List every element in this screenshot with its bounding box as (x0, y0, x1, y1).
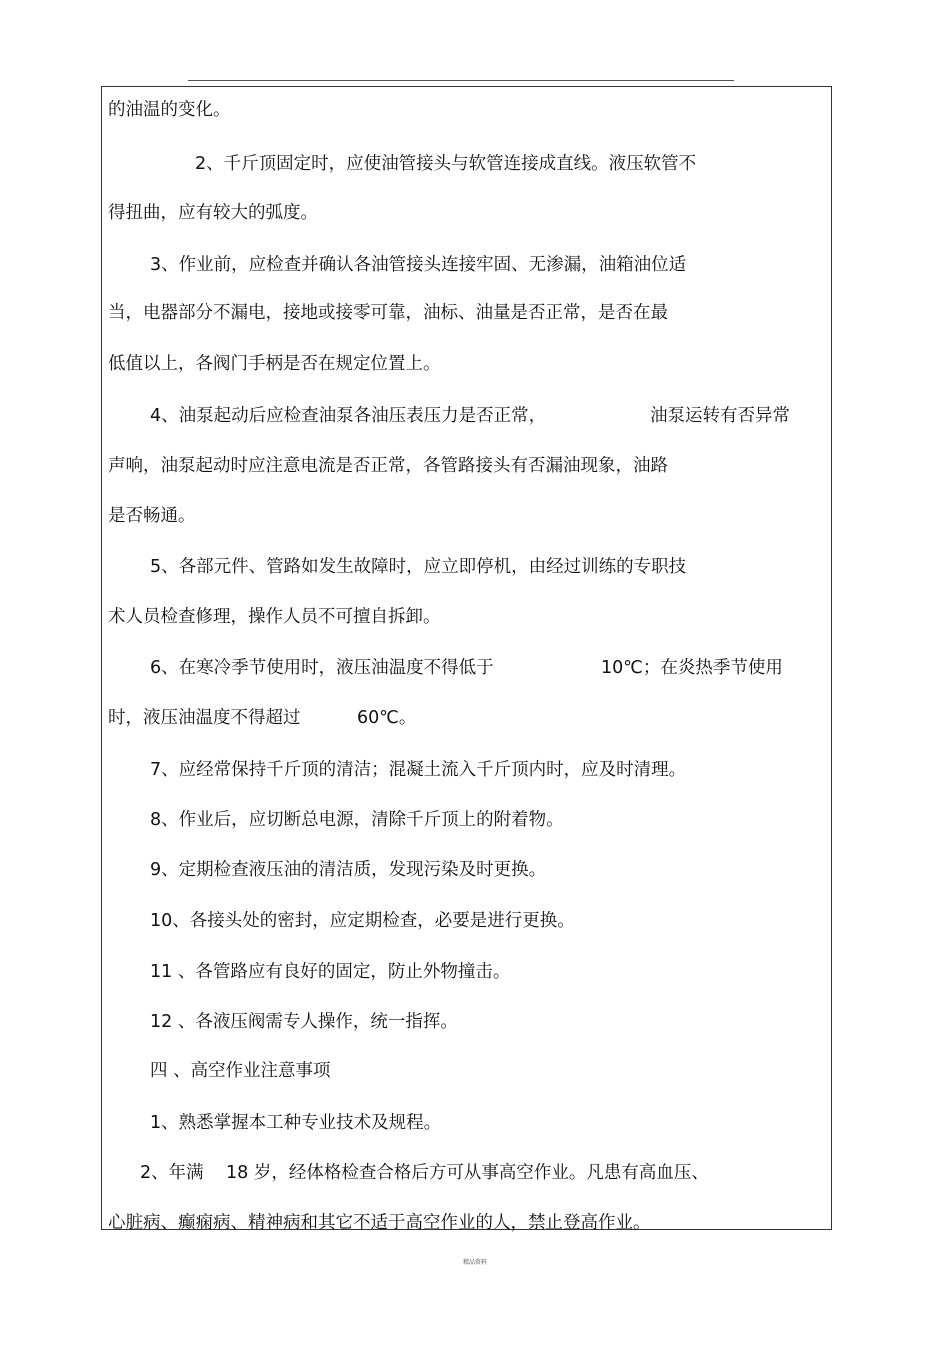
text-line: 10、各接头处的密封，应定期检查，必要是进行更换。 (150, 911, 575, 931)
text-line: 声响，油泵起动时应注意电流是否正常，各管路接头有否漏油现象，油路 (108, 456, 668, 476)
text-line: 18 岁，经体格检查合格后方可从事高空作业。凡患有高血压、 (226, 1163, 709, 1183)
text-line: 10℃；在炎热季节使用 (601, 658, 783, 678)
text-line: 7、应经常保持千斤顶的清洁；混凝土流入千斤顶内时，应及时清理。 (150, 760, 687, 780)
text-line: 60℃。 (357, 708, 417, 728)
text-line: 油泵运转有否异常 (650, 406, 790, 426)
text-line: 1、熟悉掌握本工种专业技术及规程。 (150, 1113, 442, 1133)
text-line: 5、各部元件、管路如发生故障时，应立即停机，由经过训练的专职技 (150, 557, 687, 577)
text-line: 术人员检查修理，操作人员不可擅自拆卸。 (108, 607, 441, 627)
text-line: 4、油泵起动后应检查油泵各油压表压力是否正常， (150, 406, 547, 426)
section-heading: 四 、高空作业注意事项 (150, 1061, 331, 1081)
text-line: 2、年满 (140, 1163, 204, 1183)
text-line: 3、作业前，应检查并确认各油管接头连接牢固、无渗漏，油箱油位适 (150, 255, 687, 275)
header-rule (188, 80, 734, 81)
text-line: 时，液压油温度不得超过 (108, 708, 301, 728)
text-line: 6、在寒冷季节使用时，液压油温度不得低于 (150, 658, 494, 678)
text-line: 9、定期检查液压油的清洁质，发现污染及时更换。 (150, 860, 547, 880)
text-line: 12 、各液压阀需专人操作，统一指挥。 (150, 1012, 458, 1032)
footer-watermark: 精品资料 (462, 1259, 487, 1266)
text-line: 8、作业后，应切断总电源，清除千斤顶上的附着物。 (150, 810, 564, 830)
text-line: 的油温的变化。 (108, 100, 231, 120)
text-line: 心脏病、癫痫病、精神病和其它不适于高空作业的人，禁止登高作业。 (108, 1213, 651, 1233)
text-line: 当，电器部分不漏电，接地或接零可靠，油标、油量是否正常，是否在最 (108, 303, 668, 323)
text-line: 低值以上，各阀门手柄是否在规定位置上。 (108, 354, 441, 374)
text-line: 11 、各管路应有良好的固定，防止外物撞击。 (150, 962, 511, 982)
text-line: 是否畅通。 (108, 506, 196, 526)
text-line: 得扭曲，应有较大的弧度。 (108, 203, 318, 223)
text-line: 2、千斤顶固定时，应使油管接头与软管连接成直线。液压软管不 (195, 154, 697, 174)
